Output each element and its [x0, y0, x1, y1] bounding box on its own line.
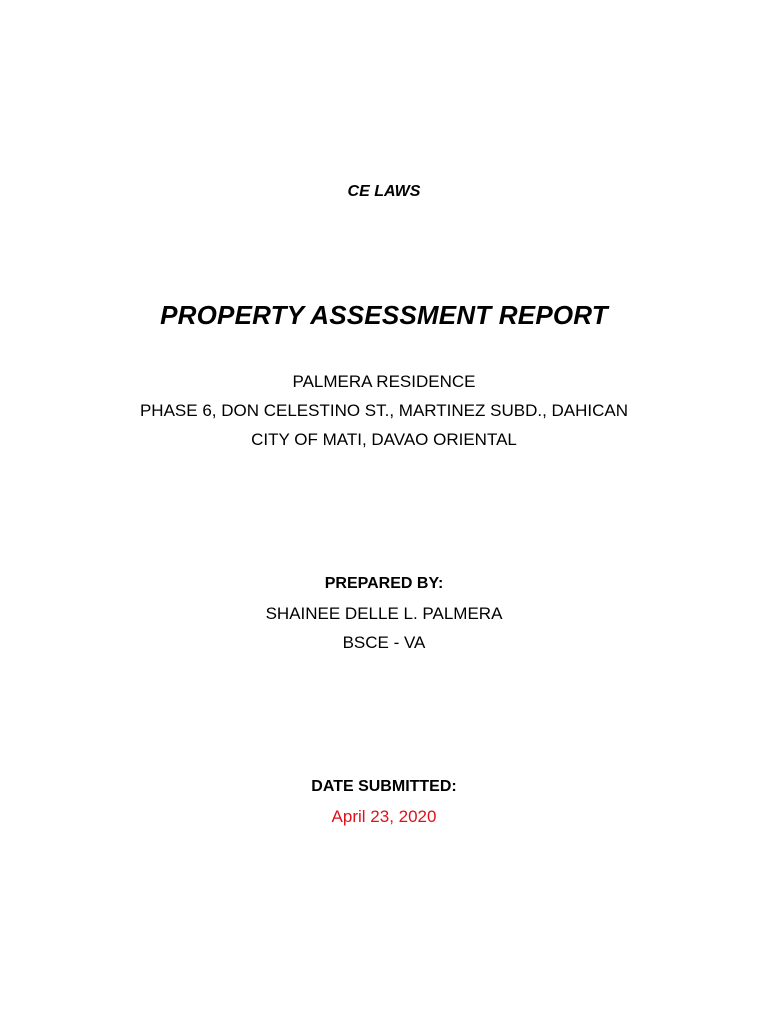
course-heading: CE LAWS — [347, 183, 421, 200]
date-submitted-value: April 23, 2020 — [331, 807, 437, 826]
report-title: PROPERTY ASSESSMENT REPORT — [160, 300, 608, 330]
property-name: PALMERA RESIDENCE — [292, 372, 476, 391]
property-street-address: PHASE 6, DON CELESTINO ST., MARTINEZ SUBD., DAHICAN — [139, 401, 629, 420]
date-submitted-label: DATE SUBMITTED: — [311, 778, 457, 795]
preparer-name: SHAINEE DELLE L. PALMERA — [265, 604, 503, 623]
prepared-by-label: PREPARED BY: — [324, 575, 444, 592]
property-city-address: CITY OF MATI, DAVAO ORIENTAL — [251, 430, 517, 449]
preparer-program: BSCE - VA — [342, 633, 426, 652]
